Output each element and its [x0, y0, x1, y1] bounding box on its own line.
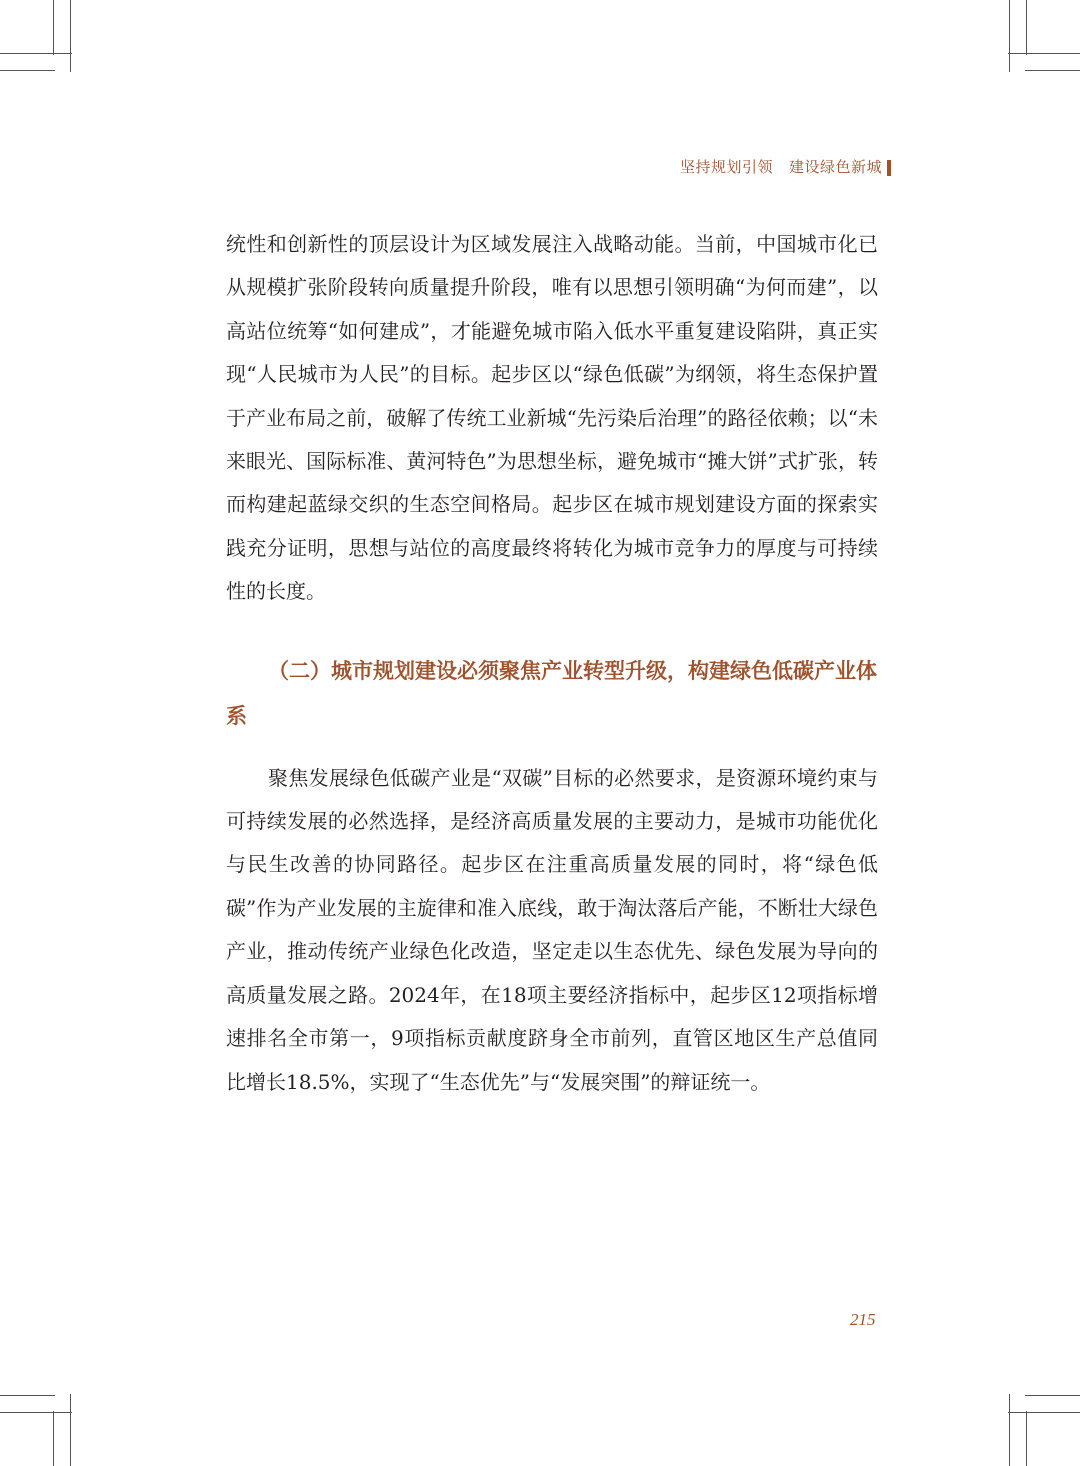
crop-mark-top-left-h [0, 70, 55, 71]
crop-mark-bottom-left-v [70, 1394, 71, 1466]
crop-mark-bottom-left-h [0, 1395, 55, 1396]
crop-mark-bottom-right-v [1009, 1394, 1010, 1466]
crop-mark-bottom-right-v2 [1026, 1411, 1027, 1466]
crop-mark-bottom-right-h2 [1008, 1412, 1080, 1413]
crop-mark-top-right-h2 [1008, 53, 1080, 54]
running-header-left: 坚持规划引领 [679, 158, 773, 176]
crop-mark-bottom-right-h [1025, 1395, 1080, 1396]
running-header [680, 156, 882, 177]
crop-mark-bottom-left-v2 [53, 1411, 54, 1466]
crop-mark-top-left-h2 [0, 53, 72, 54]
crop-mark-top-left-v [70, 0, 71, 72]
crop-mark-top-right-h [1025, 70, 1080, 71]
body-paragraph-2: 聚焦发展绿色低碳产业是“双碳”目标的必然要求，是资源环境约束与可持续发展的必然选择，是经济高质量发展的主要动力，是城市功能优化与民生改善的协同路径。起步区在注重高质量发展的同时，将“绿色低碳”作为产业发展的主旋律和准入底线，敢于淘汰落后产能，不断壮大绿色产业，推动传统产业绿色化改造，坚定走以生态优先、绿色发展为导向的高质量发展之路。2024年，在18项主要经济指标中，起步区12项指标增速排名全市第一，9项指标贡献度跻身全市前列，直管区地区生产总值同比增长18.5%，实现了“生态优先”与“发展突围”的辩证统一。 [226, 765, 878, 1094]
crop-mark-top-right-v [1009, 0, 1010, 72]
header-bar-mark [887, 160, 891, 176]
crop-mark-top-left-v2 [53, 0, 54, 55]
page-number: 215 [850, 1310, 876, 1329]
crop-mark-top-right-v2 [1026, 0, 1027, 55]
section-heading: （二）城市规划建设必须聚焦产业转型升级，构建绿色低碳产业体系 [226, 658, 877, 728]
running-header-right: 建设绿色新城 [788, 158, 882, 176]
crop-mark-bottom-left-h2 [0, 1412, 72, 1413]
page-body [226, 223, 878, 1104]
body-paragraph-1: 统性和创新性的顶层设计为区域发展注入战略动能。当前，中国城市化已从规模扩张阶段转向质量提升阶段，唯有以思想引领明确“为何而建”，以高站位统筹“如何建成”，才能避免城市陷入低水平重复建设陷阱，真正实现“人民城市为人民”的目标。起步区以“绿色低碳”为纲领，将生态保护置于产业布局之前，破解了传统工业新城“先污染后治理”的路径依赖；以“未来眼光、国际标准、黄河特色”为思想坐标，避免城市“摊大饼”式扩张，转而构建起蓝绿交织的生态空间格局。起步区在城市规划建设方面的探索实践充分证明，思想与站位的高度最终将转化为城市竞争力的厚度与可持续性的长度。 [226, 232, 878, 604]
